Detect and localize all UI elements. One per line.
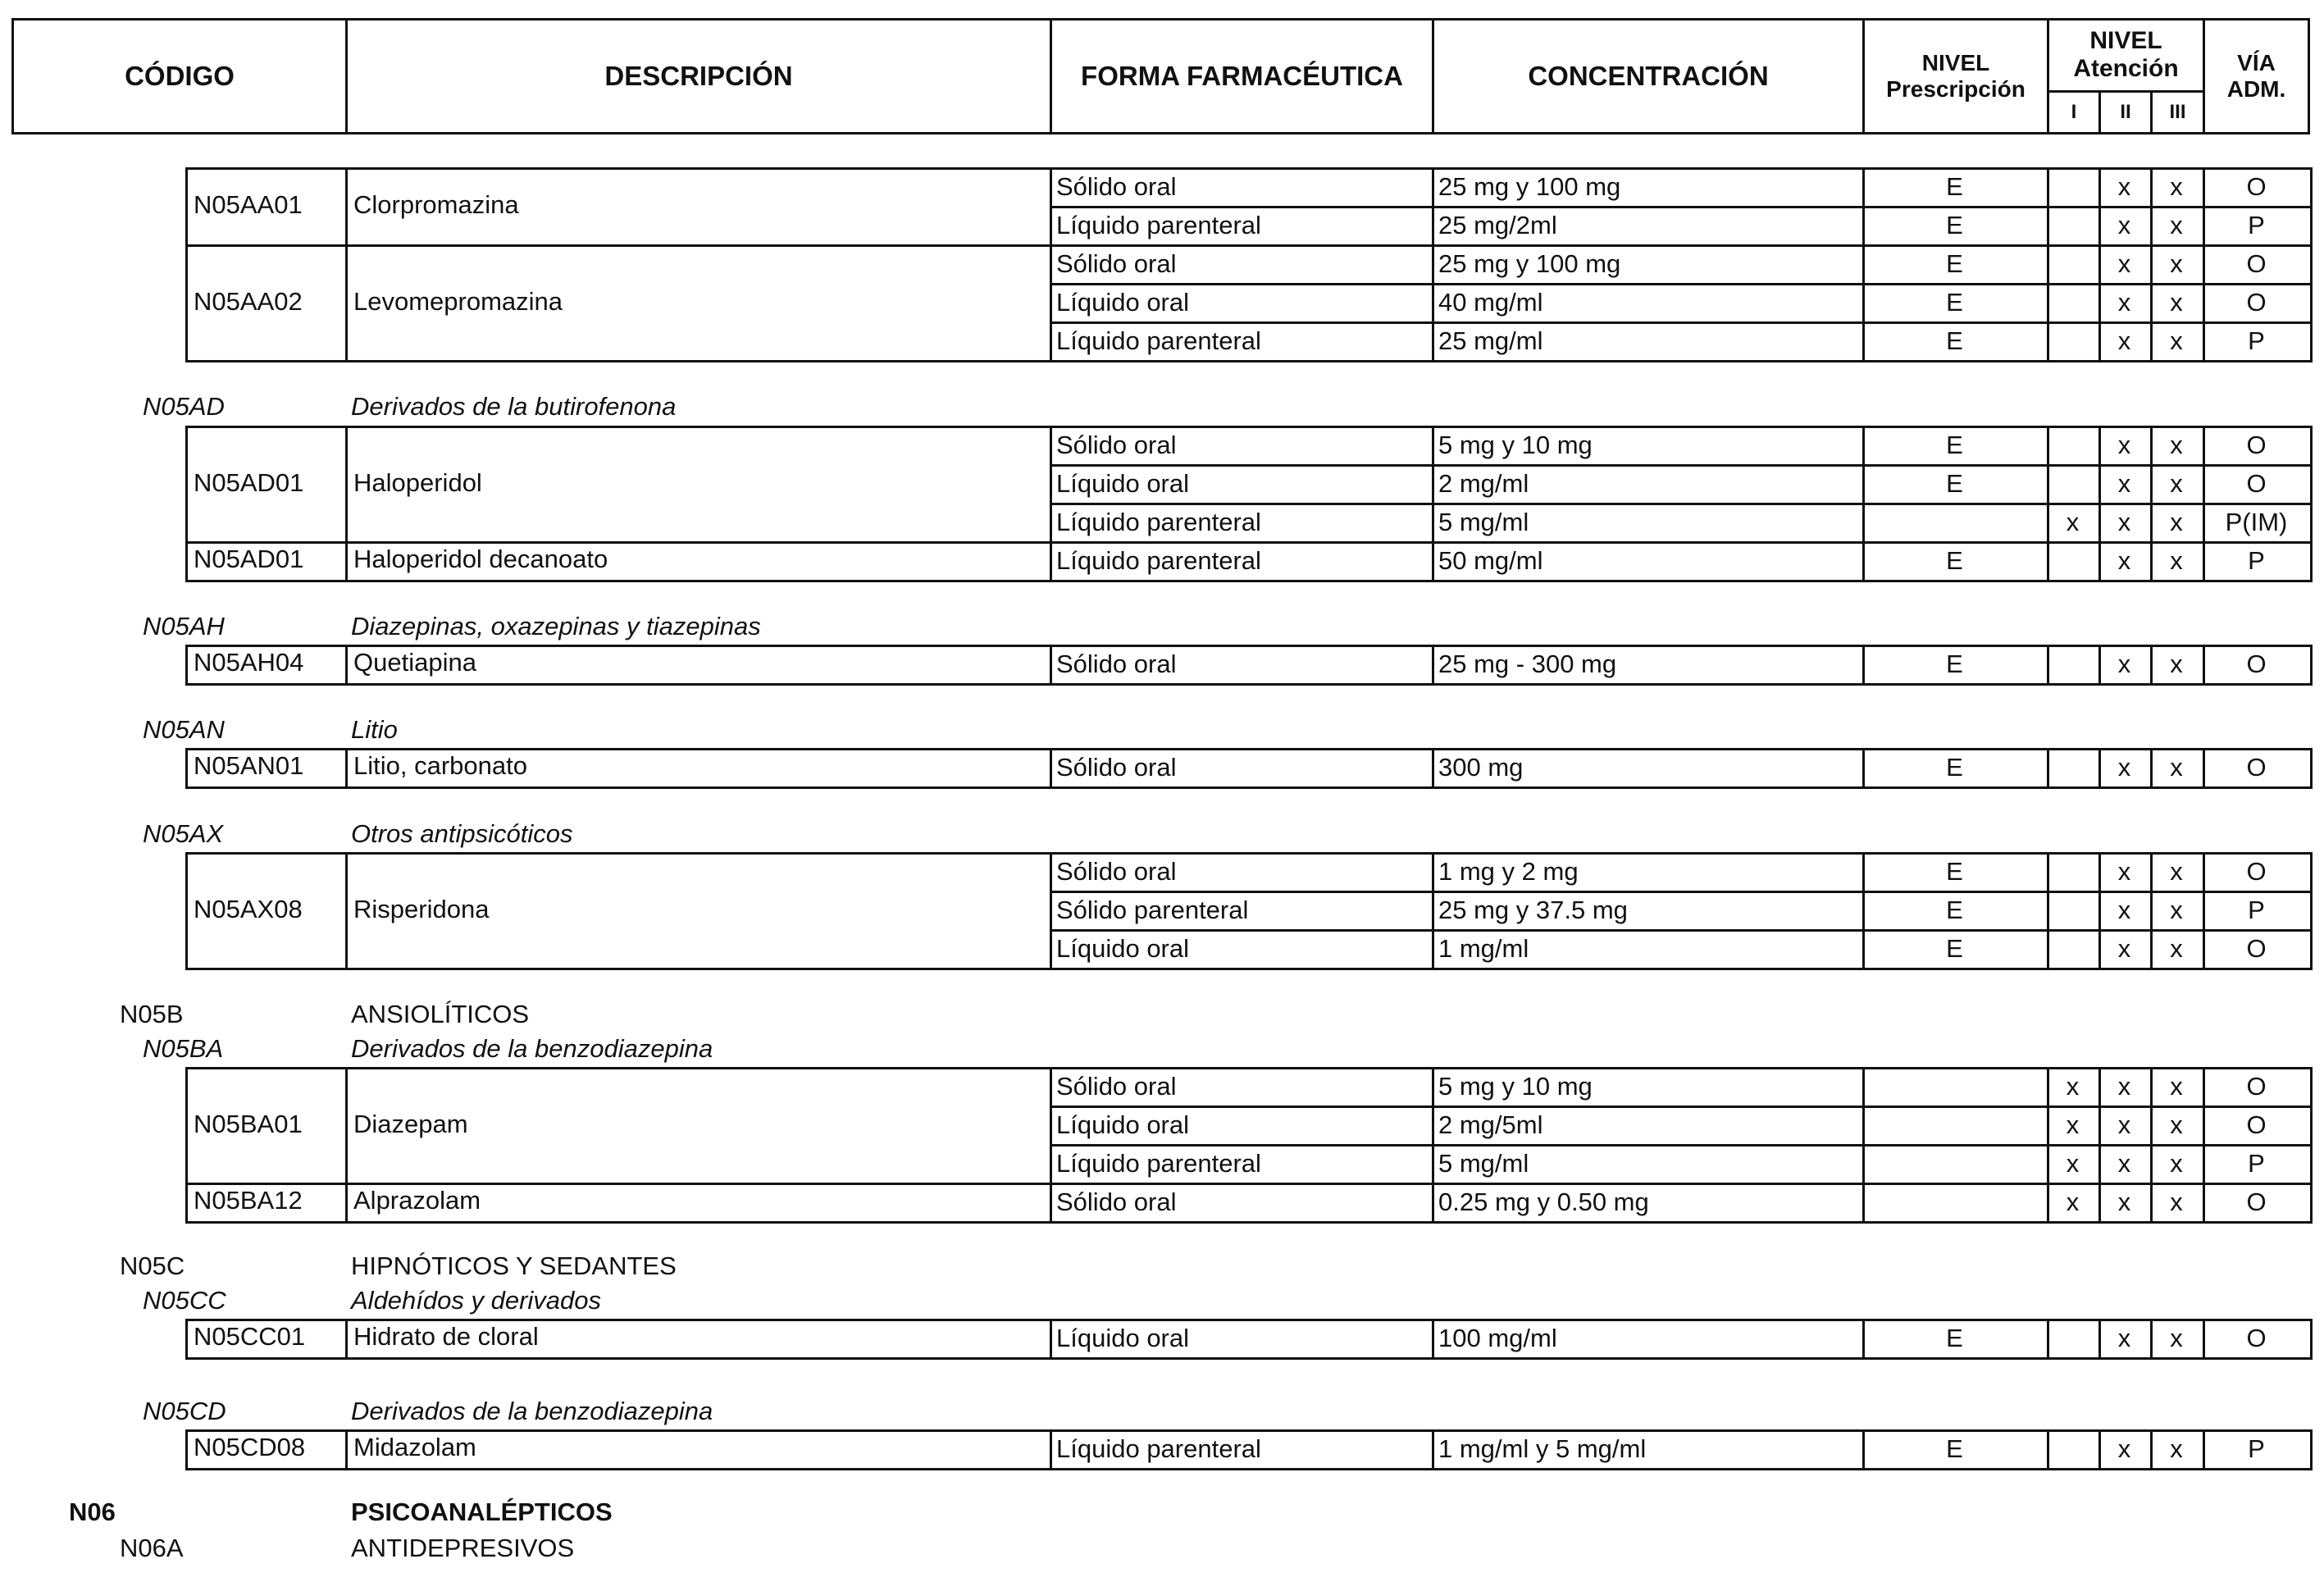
row-nivel-i: x bbox=[2066, 1072, 2080, 1101]
entry-name: Haloperidol decanoato bbox=[353, 545, 608, 573]
group-heading-3-0-code: N05AN bbox=[143, 715, 225, 744]
row-nivel-ii: x bbox=[2117, 288, 2131, 317]
row-nivel-iii: x bbox=[2170, 508, 2183, 536]
group-heading-6-1-label: Aldehídos y derivados bbox=[351, 1286, 602, 1315]
row-via: P bbox=[2248, 1434, 2265, 1463]
row-i-cell bbox=[2047, 929, 2101, 970]
row-presc-cell bbox=[1862, 1067, 2049, 1108]
row-concentracion: 100 mg/ml bbox=[1438, 1324, 1557, 1352]
row-concentracion: 25 mg y 100 mg bbox=[1438, 249, 1621, 278]
row-i-cell bbox=[2047, 426, 2101, 467]
header-nivel-atencion-line2: Atención bbox=[2073, 55, 2179, 82]
row-concentracion: 0.25 mg y 0.50 mg bbox=[1438, 1188, 1649, 1216]
entry-name: Quetiapina bbox=[353, 648, 476, 677]
row-presc-cell bbox=[1862, 1105, 2049, 1147]
header-nivel-prescripcion-line2: Prescripción bbox=[1886, 76, 2026, 102]
row-nivel-ii: x bbox=[2117, 249, 2131, 278]
row-i-cell bbox=[2047, 645, 2101, 686]
group-heading-2-0-label: Diazepinas, oxazepinas y tiazepinas bbox=[351, 612, 761, 641]
row-via: O bbox=[2246, 650, 2267, 678]
group-heading-5-1-code: N05BA bbox=[143, 1034, 224, 1063]
row-via: O bbox=[2246, 753, 2267, 782]
row-forma: Líquido oral bbox=[1056, 1324, 1190, 1352]
row-nivel-i: x bbox=[2066, 508, 2080, 536]
entry-name: Litio, carbonato bbox=[353, 751, 527, 780]
row-i-cell bbox=[2047, 167, 2101, 208]
row-presc-cell bbox=[1862, 1183, 2049, 1224]
entry-code: N05AA01 bbox=[194, 190, 303, 219]
row-nivel-ii: x bbox=[2117, 857, 2131, 886]
group-heading-1-0-label: Derivados de la butirofenona bbox=[351, 392, 677, 421]
row-i-cell bbox=[2047, 244, 2101, 285]
row-concentracion: 5 mg y 10 mg bbox=[1438, 431, 1593, 459]
row-forma: Líquido parenteral bbox=[1056, 211, 1261, 239]
header-via-line2: ADM. bbox=[2226, 76, 2286, 102]
entry-code: N05AX08 bbox=[194, 894, 303, 923]
row-nivel-ii: x bbox=[2117, 1149, 2131, 1178]
row-nivel-ii: x bbox=[2117, 1434, 2131, 1463]
row-nivel-ii: x bbox=[2117, 326, 2131, 355]
row-forma: Sólido oral bbox=[1056, 650, 1177, 678]
group-heading-4-0-label: Otros antipsicóticos bbox=[351, 819, 573, 848]
header-codigo: CÓDIGO bbox=[125, 61, 235, 92]
header-via-line1: VÍA bbox=[2237, 49, 2276, 75]
row-prescripcion: E bbox=[1946, 753, 1963, 782]
group-heading-6-1-code: N05CC bbox=[143, 1286, 226, 1315]
row-nivel-ii: x bbox=[2117, 1110, 2131, 1139]
row-forma: Sólido oral bbox=[1056, 431, 1177, 459]
row-forma: Líquido parenteral bbox=[1056, 508, 1261, 536]
entry-name: Haloperidol bbox=[353, 467, 482, 497]
row-concentracion: 25 mg/2ml bbox=[1438, 211, 1557, 239]
row-via: P bbox=[2248, 1149, 2265, 1178]
row-nivel-iii: x bbox=[2170, 1324, 2183, 1352]
group-heading-4-0-code: N05AX bbox=[143, 819, 224, 848]
entry-name: Risperidona bbox=[353, 894, 490, 923]
row-i-cell bbox=[2047, 891, 2101, 932]
footer-heading-1-code: N06A bbox=[120, 1534, 184, 1562]
row-via: O bbox=[2246, 857, 2267, 886]
row-i-cell bbox=[2047, 283, 2101, 324]
row-i-cell bbox=[2047, 321, 2101, 362]
row-nivel-iii: x bbox=[2170, 753, 2183, 782]
row-nivel-ii: x bbox=[2117, 934, 2131, 963]
row-i-cell bbox=[2047, 206, 2101, 247]
row-forma: Líquido parenteral bbox=[1056, 1149, 1261, 1178]
header-concentracion: CONCENTRACIÓN bbox=[1528, 61, 1769, 92]
row-via: P bbox=[2248, 211, 2265, 239]
row-via: O bbox=[2246, 934, 2267, 963]
row-nivel-i: x bbox=[2066, 1149, 2080, 1178]
row-concentracion: 1 mg/ml bbox=[1438, 934, 1529, 963]
row-nivel-ii: x bbox=[2117, 650, 2131, 678]
row-nivel-ii: x bbox=[2117, 1188, 2131, 1216]
row-nivel-ii: x bbox=[2117, 508, 2131, 536]
row-prescripcion: E bbox=[1946, 934, 1963, 963]
row-forma: Líquido oral bbox=[1056, 1110, 1190, 1139]
group-heading-6-0-code: N05C bbox=[120, 1251, 185, 1280]
row-nivel-iii: x bbox=[2170, 326, 2183, 355]
row-via: O bbox=[2246, 1110, 2267, 1139]
row-nivel-iii: x bbox=[2170, 934, 2183, 963]
entry-code: N05AH04 bbox=[194, 648, 304, 677]
row-prescripcion: E bbox=[1946, 326, 1963, 355]
row-nivel-iii: x bbox=[2170, 896, 2183, 924]
row-concentracion: 50 mg/ml bbox=[1438, 546, 1543, 575]
row-forma: Líquido parenteral bbox=[1056, 1434, 1261, 1463]
row-prescripcion: E bbox=[1946, 469, 1963, 498]
row-nivel-ii: x bbox=[2117, 431, 2131, 459]
entry-code: N05CD08 bbox=[194, 1433, 306, 1461]
row-via: O bbox=[2246, 288, 2267, 317]
row-forma: Sólido parenteral bbox=[1056, 896, 1249, 924]
row-prescripcion: E bbox=[1946, 1434, 1963, 1463]
row-forma: Líquido parenteral bbox=[1056, 546, 1261, 575]
row-prescripcion: E bbox=[1946, 650, 1963, 678]
row-nivel-iii: x bbox=[2170, 172, 2183, 201]
row-forma: Sólido oral bbox=[1056, 753, 1177, 782]
row-nivel-ii: x bbox=[2117, 469, 2131, 498]
row-concentracion: 5 mg y 10 mg bbox=[1438, 1072, 1593, 1101]
header-nivel-prescripcion-line1: NIVEL bbox=[1921, 49, 1990, 75]
row-concentracion: 25 mg y 100 mg bbox=[1438, 172, 1621, 201]
entry-code: N05AN01 bbox=[194, 751, 304, 780]
row-forma: Líquido parenteral bbox=[1056, 326, 1261, 355]
row-nivel-ii: x bbox=[2117, 1324, 2131, 1352]
entry-name: Midazolam bbox=[353, 1433, 476, 1461]
row-nivel-iii: x bbox=[2170, 1188, 2183, 1216]
header-nivel-atencion-line1: NIVEL bbox=[2089, 26, 2162, 54]
row-nivel-iii: x bbox=[2170, 211, 2183, 239]
row-concentracion: 25 mg - 300 mg bbox=[1438, 650, 1617, 678]
group-heading-5-1-label: Derivados de la benzodiazepina bbox=[351, 1034, 713, 1063]
row-prescripcion: E bbox=[1946, 172, 1963, 201]
row-via: O bbox=[2246, 431, 2267, 459]
row-nivel-ii: x bbox=[2117, 546, 2131, 575]
row-prescripcion: E bbox=[1946, 896, 1963, 924]
row-via: P bbox=[2248, 546, 2265, 575]
row-concentracion: 2 mg/ml bbox=[1438, 469, 1529, 498]
entry-code: N05AA02 bbox=[194, 286, 303, 316]
row-i-cell bbox=[2047, 464, 2101, 505]
row-forma: Líquido oral bbox=[1056, 934, 1190, 963]
row-nivel-iii: x bbox=[2170, 1434, 2183, 1463]
group-heading-7-0-label: Derivados de la benzodiazepina bbox=[351, 1397, 713, 1425]
row-via: O bbox=[2246, 249, 2267, 278]
row-nivel-iii: x bbox=[2170, 650, 2183, 678]
row-prescripcion: E bbox=[1946, 249, 1963, 278]
row-nivel-iii: x bbox=[2170, 431, 2183, 459]
entry-name: Diazepam bbox=[353, 1109, 468, 1138]
row-nivel-ii: x bbox=[2117, 172, 2131, 201]
group-heading-7-0-code: N05CD bbox=[143, 1397, 226, 1425]
row-concentracion: 300 mg bbox=[1438, 753, 1524, 782]
footer-heading-1-label: ANTIDEPRESIVOS bbox=[351, 1534, 575, 1562]
group-heading-5-0-label: ANSIOLÍTICOS bbox=[351, 1000, 530, 1028]
row-via: P bbox=[2248, 896, 2265, 924]
row-nivel-iii: x bbox=[2170, 1072, 2183, 1101]
header-nivel-atencion bbox=[2047, 20, 2205, 90]
row-nivel-iii: x bbox=[2170, 1149, 2183, 1178]
row-prescripcion: E bbox=[1946, 288, 1963, 317]
row-nivel-i: x bbox=[2066, 1110, 2080, 1139]
entry-code: N05AD01 bbox=[194, 545, 304, 573]
row-presc-cell bbox=[1862, 1144, 2049, 1185]
header-descripcion: DESCRIPCIÓN bbox=[604, 61, 793, 92]
group-heading-3-0-label: Litio bbox=[351, 715, 398, 744]
row-nivel-i: x bbox=[2066, 1188, 2080, 1216]
row-i-cell bbox=[2047, 1319, 2101, 1360]
row-nivel-ii: x bbox=[2117, 896, 2131, 924]
row-prescripcion: E bbox=[1946, 211, 1963, 239]
row-nivel-iii: x bbox=[2170, 546, 2183, 575]
row-i-cell bbox=[2047, 541, 2101, 582]
row-nivel-ii: x bbox=[2117, 1072, 2131, 1101]
row-concentracion: 5 mg/ml bbox=[1438, 1149, 1529, 1178]
row-forma: Sólido oral bbox=[1056, 1072, 1177, 1101]
row-concentracion: 25 mg/ml bbox=[1438, 326, 1543, 355]
row-concentracion: 40 mg/ml bbox=[1438, 288, 1543, 317]
entry-name: Levomepromazina bbox=[353, 286, 563, 316]
row-forma: Líquido oral bbox=[1056, 469, 1190, 498]
row-forma: Líquido oral bbox=[1056, 288, 1190, 317]
row-presc-cell bbox=[1862, 503, 2049, 544]
row-via: O bbox=[2246, 469, 2267, 498]
row-concentracion: 1 mg/ml y 5 mg/ml bbox=[1438, 1434, 1647, 1463]
row-forma: Sólido oral bbox=[1056, 172, 1177, 201]
row-nivel-iii: x bbox=[2170, 249, 2183, 278]
row-via: O bbox=[2246, 172, 2267, 201]
entry-code: N05AD01 bbox=[194, 467, 304, 497]
row-nivel-iii: x bbox=[2170, 288, 2183, 317]
row-i-cell bbox=[2047, 748, 2101, 789]
row-concentracion: 5 mg/ml bbox=[1438, 508, 1529, 536]
row-via: O bbox=[2246, 1188, 2267, 1216]
group-heading-5-0-code: N05B bbox=[120, 1000, 184, 1028]
row-nivel-iii: x bbox=[2170, 1110, 2183, 1139]
footer-heading-0-label: PSICOANALÉPTICOS bbox=[351, 1498, 613, 1526]
group-heading-1-0-code: N05AD bbox=[143, 392, 225, 421]
header-forma: FORMA FARMACÉUTICA bbox=[1081, 61, 1403, 92]
row-forma: Sólido oral bbox=[1056, 249, 1177, 278]
entry-code: N05BA01 bbox=[194, 1109, 303, 1138]
row-via: P bbox=[2248, 326, 2265, 355]
entry-name: Alprazolam bbox=[353, 1186, 481, 1215]
row-prescripcion: E bbox=[1946, 1324, 1963, 1352]
row-concentracion: 25 mg y 37.5 mg bbox=[1438, 896, 1628, 924]
row-i-cell bbox=[2047, 852, 2101, 893]
header-via bbox=[2203, 18, 2310, 134]
row-forma: Sólido oral bbox=[1056, 1188, 1177, 1216]
row-via: P(IM) bbox=[2225, 508, 2288, 536]
row-prescripcion: E bbox=[1946, 431, 1963, 459]
row-nivel-iii: x bbox=[2170, 857, 2183, 886]
header-nivel-iii: III bbox=[2169, 101, 2186, 124]
row-nivel-iii: x bbox=[2170, 469, 2183, 498]
group-heading-6-0-label: HIPNÓTICOS Y SEDANTES bbox=[351, 1251, 677, 1280]
entry-name: Clorpromazina bbox=[353, 190, 519, 219]
row-prescripcion: E bbox=[1946, 857, 1963, 886]
group-heading-2-0-code: N05AH bbox=[143, 612, 225, 641]
header-nivel-prescripcion bbox=[1862, 18, 2049, 134]
entry-name: Hidrato de cloral bbox=[353, 1322, 539, 1351]
row-i-cell bbox=[2047, 1429, 2101, 1470]
row-via: O bbox=[2246, 1072, 2267, 1101]
row-prescripcion: E bbox=[1946, 546, 1963, 575]
row-nivel-ii: x bbox=[2117, 211, 2131, 239]
footer-heading-0-code: N06 bbox=[69, 1498, 116, 1526]
entry-code: N05CC01 bbox=[194, 1322, 306, 1351]
row-concentracion: 1 mg y 2 mg bbox=[1438, 857, 1579, 886]
row-via: O bbox=[2246, 1324, 2267, 1352]
header-nivel-i: I bbox=[2071, 101, 2077, 124]
entry-code: N05BA12 bbox=[194, 1186, 303, 1215]
row-forma: Sólido oral bbox=[1056, 857, 1177, 886]
header-nivel-ii: II bbox=[2120, 101, 2131, 124]
row-concentracion: 2 mg/5ml bbox=[1438, 1110, 1543, 1139]
row-nivel-ii: x bbox=[2117, 753, 2131, 782]
